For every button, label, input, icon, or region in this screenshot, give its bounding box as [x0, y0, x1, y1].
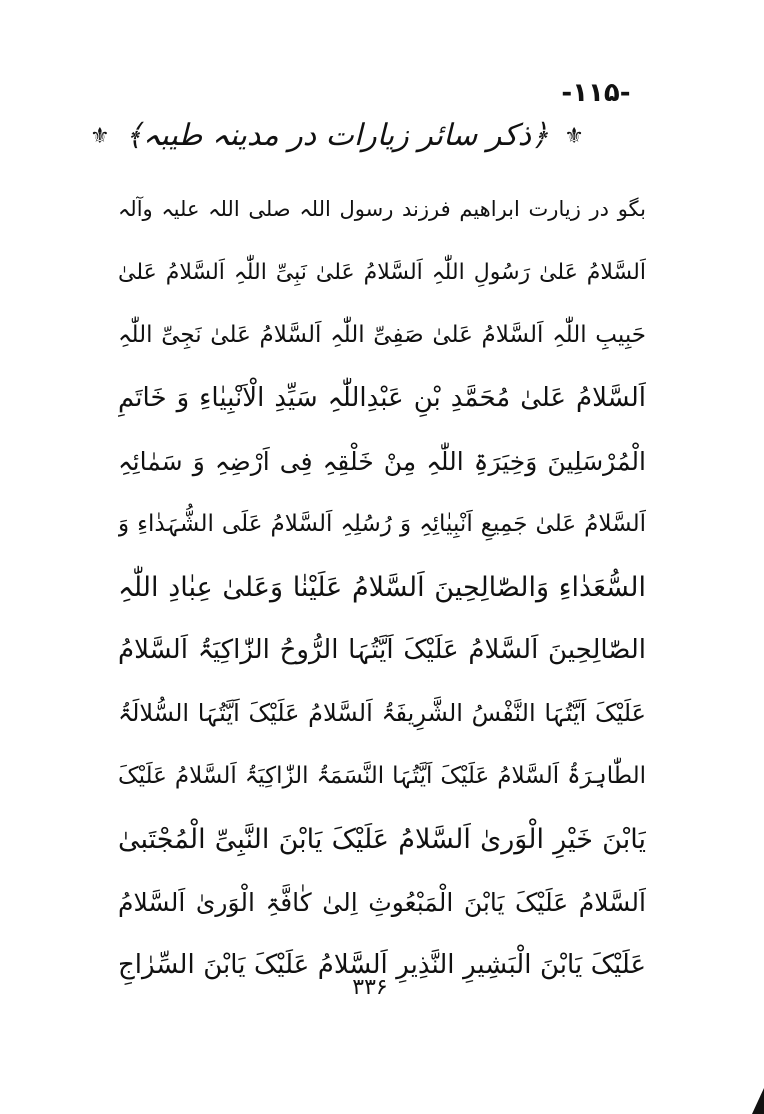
text-line: عَلَیْکَ یَابْنَ الْبَشِیرِ النَّذِیرِ اَلسَّلامُ عَلَیْکَ یَابْنَ السِّرٰاجِ	[118, 950, 646, 980]
text-line: یَابْنَ خَیْرِ الْوَریٰ اَلسَّلامُ عَلَیْکَ یَابْنَ النَّبِیِّ الْمُجْتَبیٰ	[118, 824, 646, 855]
section-heading	[89, 118, 590, 153]
text-line: اَلسَّلامُ عَلَیْکَ یَابْنَ الْمَبْعُوثِ اِلیٰ کٰافَّۃِ الْوَریٰ اَلسَّلامُ	[118, 888, 646, 917]
text-line: اَلسَّلامُ عَلیٰ مُحَمَّدِ بْنِ عَبْدِاللّٰہِ سَیِّدِ الْاَنْبِیٰاءِ وَ خَاتَمِ	[118, 383, 646, 413]
text-line: الصّٰالِحِینَ اَلسَّلامُ عَلَیْکَ اَیَّتُہَا الرُّوحُ الزّٰاکِیَۃُ اَلسَّلامُ	[118, 635, 646, 665]
text-line: حَبِیبِ اللّٰہِ اَلسَّلامُ عَلیٰ صَفِیِّ اللّٰہِ اَلسَّلامُ عَلیٰ نَجِیِّ اللّٰہِ	[118, 322, 646, 348]
text-line: بگو در زیارت ابراھیم فرزند رسول اللہ صلی اللہ علیہ وآلہ	[118, 197, 646, 221]
fleuron-ornament-icon: ⚜	[89, 124, 110, 149]
fleuron-ornament-icon: ⚜	[564, 124, 584, 149]
text-line: اَلسَّلامُ عَلیٰ رَسُولِ اللّٰہِ اَلسَّلامُ عَلیٰ نَبِیِّ اللّٰہِ اَلسَّلامُ عَلیٰ	[118, 260, 646, 285]
footer-page-number: ۳۳۶	[352, 975, 388, 1000]
page-number: -۱۱۵-	[561, 78, 631, 108]
section-heading-text: ﴿ذکر سائر زیارات در مدینہ طیبہ﴾	[125, 118, 549, 153]
text-line: الطّٰاہِرَۃُ اَلسَّلامُ عَلَیْکَ اَیَّتُہَا النَّسَمَۃُ الزّٰاکِیَۃُ اَلسَّلامُ عَلَیْکَ	[118, 763, 646, 789]
text-line: عَلَیْکَ اَیَّتُہَا النَّفْسُ الشَّرِیفَۃُ اَلسَّلامُ عَلَیْکَ اَیَّتُہَا السُّلالَۃُ	[118, 699, 646, 727]
text-line: اَلسَّلامُ عَلیٰ جَمِیعِ اَنْبِیٰائِہِ وَ رُسُلِہِ اَلسَّلامُ عَلَی الشُّہَدٰاءِ وَ	[118, 511, 646, 537]
ziyarat-text	[118, 178, 646, 997]
text-line: السُّعَدٰاءِ وَالصّٰالِحِینَ اَلسَّلامُ عَلَیْنٰا وَعَلیٰ عِبٰادِ اللّٰہِ	[118, 572, 646, 603]
scan-corner-mark	[752, 1088, 764, 1114]
text-line: الْمُرْسَلِینَ وَخِیَرَۃِ اللّٰہِ مِنْ خَلْقِہِ فِی اَرْضِہِ وَ سَمٰائِہِ	[118, 447, 646, 476]
